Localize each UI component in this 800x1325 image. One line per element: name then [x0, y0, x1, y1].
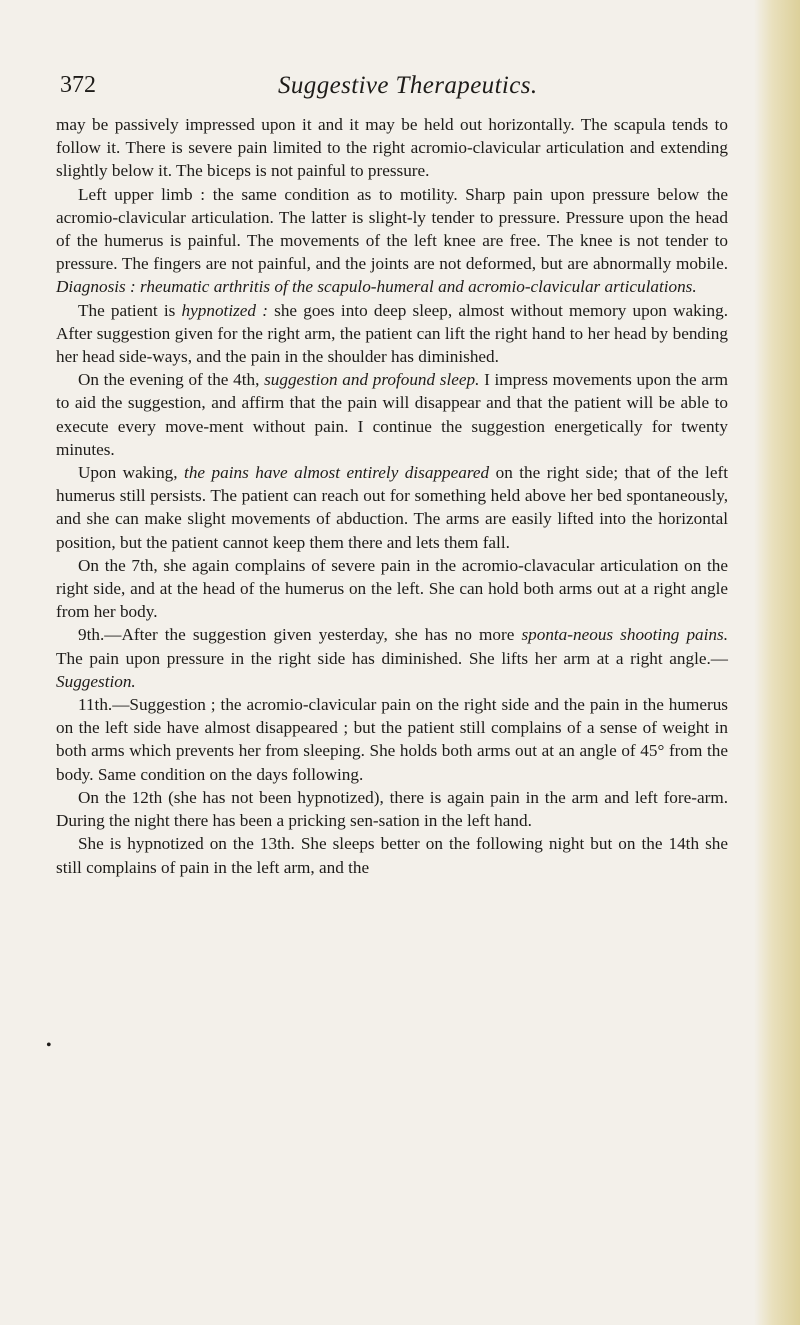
- paragraph: [56, 113, 728, 183]
- paragraph: [56, 693, 728, 786]
- text-run: The patient is: [78, 300, 182, 320]
- italic-text: suggestion and profound sleep.: [264, 370, 480, 390]
- paragraph: [56, 368, 728, 461]
- body-text: [56, 113, 728, 879]
- text-run: On the 12th (she has not been hypnotized), there is again pain in the arm and left fore-arm. During the night there has been a pricking sen-sation in the left hand.: [56, 787, 728, 831]
- running-title: Suggestive Therapeutics.: [278, 72, 538, 99]
- text-run: Upon waking,: [78, 463, 185, 483]
- text-run: I impress movements upon the arm to aid the suggestion, and affirm that the pain will disappear and that the patient will be able to execute every move-ment without pain. I continue the suggestion energetically for twenty minutes.: [56, 370, 728, 459]
- text-run: Left upper limb : the same condition as to motility. Sharp pain upon pressure below the acromio-clavicular articulation. The latter is slight-ly tender to pressure. Pressure upon the head of the humerus is painful. The movements of the left knee are free. The knee is not tender to pressure. The fingers are not painful, and the joints are not deformed, but are abnormally mobile.: [56, 184, 728, 274]
- italic-text: Suggestion.: [56, 671, 136, 691]
- text-run: She is hypnotized on the 13th. She sleeps better on the following night but on the 14th she still complains of pain in the left arm, and the: [56, 834, 728, 877]
- paragraph: [56, 461, 728, 554]
- text-run: 11th.—Suggestion ; the acromio-clavicular pain on the right side and the pain in the humerus on the left side have almost disappeared ; but the patient still complains of a sense of weight in both arms which prevents her from sleeping. She holds both arms out at an angle of 45° from the body. Same condition on the days following.: [56, 695, 728, 784]
- text-run: she goes into deep sleep, almost without memory upon waking. After suggestion given for the right arm, the patient can lift the right hand to her head by bending her head side-ways, and the pain in the shoulder has diminished.: [56, 300, 728, 367]
- paragraph: [56, 183, 728, 299]
- running-header: [0, 72, 800, 106]
- text-run: may be passively impressed upon it and it may be held out horizontally. The scapula tends to follow it. There is severe pain limited to the right acromio-clavicular articulation and extending slightly below it. The biceps is not painful to pressure.: [56, 115, 728, 181]
- italic-text: hypnotized :: [181, 300, 268, 320]
- paragraph: [56, 554, 728, 624]
- text-run: The pain upon pressure in the right side has diminished. She lifts her arm at a right angle.—: [56, 648, 728, 668]
- text-run: On the evening of the 4th,: [78, 370, 265, 390]
- page-edge-shadow: [754, 0, 800, 1325]
- margin-mark: •: [46, 1037, 52, 1054]
- text-run: On the 7th, she again complains of severe pain in the acromio-clavacular articulation on the right side, and at the head of the humerus on the left. She can hold both arms out at a right angle from her body.: [56, 555, 728, 622]
- italic-text: Diagnosis : rheumatic arthritis of the scapulo-humeral and acromio-clavicular articulations.: [56, 277, 697, 297]
- text-run: on the right side; that of the left humerus still persists. The patient can reach out for something held above her bed spontaneously, and she can make slight movements of abduction. The arms are easily lifted into the horizontal position, but the patient cannot keep them there and lets them fall.: [56, 463, 728, 552]
- paragraph: [56, 786, 728, 832]
- paragraph: [56, 832, 728, 878]
- paragraph: [56, 623, 728, 693]
- italic-text: sponta-neous shooting pains.: [521, 625, 728, 645]
- page-number: 372: [60, 72, 96, 98]
- text-run: 9th.—After the suggestion given yesterday, she has no more: [78, 625, 522, 645]
- italic-text: the pains have almost entirely disappeared: [184, 463, 490, 483]
- paragraph: [56, 299, 728, 369]
